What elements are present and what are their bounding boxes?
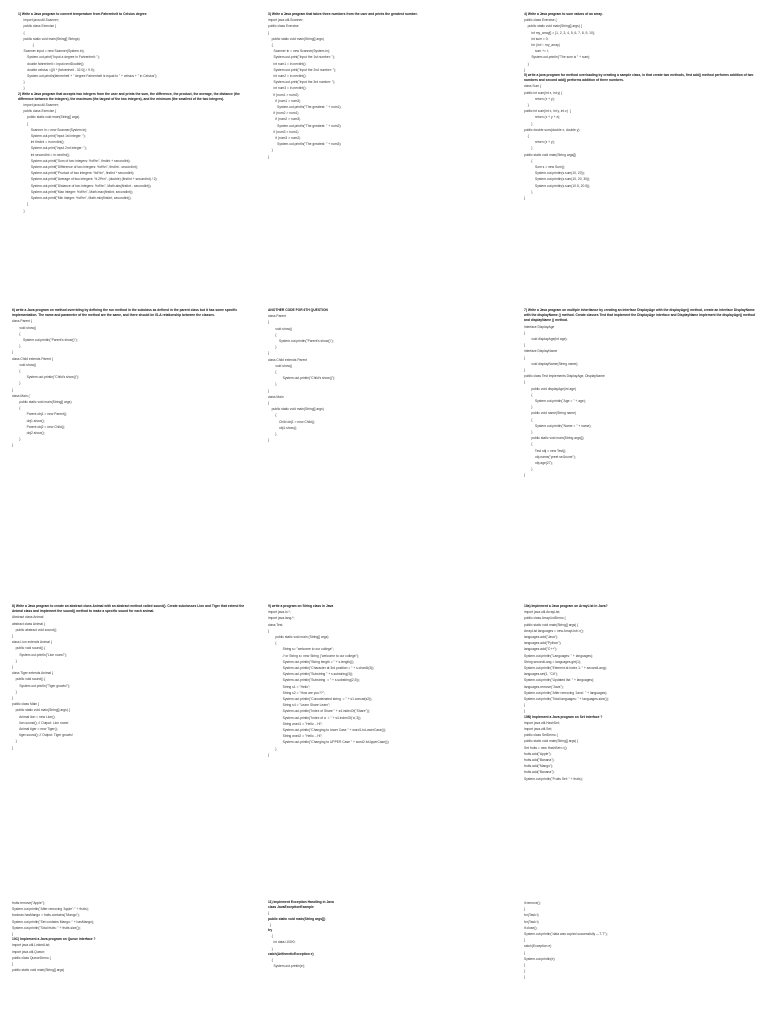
code-line: sum += i; [524,49,549,54]
code-line: System.out.println("Child's show()"); [12,375,80,380]
code-line: System.out.println(s.sum(10.5, 20.5)); [524,183,591,188]
code-line: { [524,417,533,422]
code-line: System.out.println("The greatest: " + num3); [268,142,342,147]
code-line: int num1 = in.nextInt(); [268,61,307,66]
question-heading: 10C) Implement a Java program on Queue interface ? [12,937,96,942]
code-line: System.out.println("Parent's show()"); [268,339,334,344]
code-line: public class Exercise [268,24,299,29]
code-line: } [524,473,526,478]
code-line: Test obj = new Test(); [524,448,567,453]
code-line: System.out.print("Input 2nd integer: "); [18,146,87,151]
code-line: System.out.println("Lion roars!"); [12,652,67,657]
code-line: { [268,911,270,916]
code-panel-9 [524,604,760,782]
code-line: { [12,962,14,967]
code-line: } [268,746,277,751]
code-line: } [12,344,21,349]
code-line: System.out.print("Input the 2nd number: "); [268,67,336,72]
code-line: public double sum(double x, double y) [524,127,580,132]
code-line: public class Main { [12,702,40,707]
code-line: String s1 = "Hello"; [268,684,311,689]
code-line: class Child extends Parent { [12,356,54,361]
code-line: System.out.println(e); [268,964,305,969]
code-line: System.out.println("Concatenated string = " + s1.concat(s2)); [268,697,373,702]
code-line: fruits.add("Mango"); [524,764,554,769]
code-line: System.out.printf("Difference of two integers: %d%n", firstInt - secondInt); [18,165,138,170]
code-line: } [12,689,17,694]
code-line: { [524,158,533,163]
code-line: String word2 = "Hello ...Hi"; [268,734,323,739]
code-line: } [18,86,25,91]
code-line: System.out.println("Element at index 1: " + secondLang); [524,666,607,671]
code-line: System.out.printf("Distance of two integers: %d%n", Math.abs(firstInt - secondInt)); [18,183,152,188]
code-line: Animal lion = new Lion(); [12,714,56,719]
code-line: public class Exercise { [18,109,57,114]
code-line: System.out.print("Input the 1st number: "); [268,55,335,60]
code-line: System.out.println("Parent's show()"); [12,338,78,343]
code-line: String s= "welcome to our college"; [268,647,334,652]
code-line: System.out.println("Tiger growls!"); [12,683,70,688]
code-line: catch(Exception e) [524,944,552,949]
code-line: System.out.println("data was copied successfully ---T-T"); [524,932,608,937]
code-panel-10 [12,900,248,973]
question-heading: catch(ArithmeticException e) [268,951,314,956]
code-line: languages.add("Java"); [524,635,559,640]
code-line: obj1.show(); [12,418,45,423]
code-line: public void name(String name) [524,411,577,416]
code-line: { [268,320,270,325]
code-line: public void sound() { [12,646,46,651]
code-line: System.out.println("Index of Share " + s4.indexOf("Share")); [268,709,370,714]
question-heading: 3) Write a Java program that takes three numbers from the user and prints the greatest number. [268,12,418,16]
code-line: public static void main(String[] args) { [12,708,70,713]
code-line: } [268,432,277,437]
code-line: public class Exercise { [18,24,57,29]
code-line: import java.util.Queue; [12,949,45,954]
code-line: if.close(); [524,925,538,930]
code-line: { [524,380,526,385]
code-panel-3 [524,12,760,201]
code-line: Child obj1 = new Child(); [268,419,316,424]
code-line: if (num2 > num3) [268,117,301,122]
code-line: return (x + y); [524,140,555,145]
code-line: public static void main(String[] args) [268,36,324,41]
code-line: public static void main(String[] args) [12,400,72,405]
code-line: System.out.print("Input the 3rd number: "); [268,80,336,85]
code-line: { [268,370,277,375]
code-line: class Child extends Parent [268,357,308,362]
code-line: void show() [12,362,37,367]
code-line: class Sum { [524,84,542,89]
code-line: String s4 = "Learn Share Learn"; [268,703,331,708]
code-line: System.out.println("Name = " + name); [524,423,592,428]
code-line: { [524,950,526,955]
code-line: } [268,351,270,356]
code-line: obj1.show(); [268,425,297,430]
code-line: return (x + y); [524,96,555,101]
code-line: String word1 = "Hello ...Hi"; [268,721,323,726]
code-line: Scanner in = new Scanner(System.in); [268,49,330,54]
code-line: } [12,350,14,355]
code-line: double fahrenheit = input.nextDouble(); [18,61,85,66]
code-line: } [524,405,533,410]
code-line: System.out.println("Languages: " + languages); [524,653,593,658]
code-line: { [268,922,271,927]
code-line: public static void main(String[] args) { [524,622,579,627]
question-heading: class JavaExceptionExample [268,905,314,910]
code-line: String s2 = "How are you??"; [268,690,325,695]
code-line: int data=100/0; [268,940,296,945]
code-line: } [524,430,533,435]
code-line: import java.util.Scanner; [268,18,304,23]
code-line: } [12,634,14,639]
code-line: System.out.println(s.sum(10, 20)); [524,171,585,176]
code-line: public static void main(String[] args) [12,968,65,973]
question-heading: 1) Write a Java program to convert temperature from Fahrenheit to Celsius degree [18,12,147,16]
code-line: } [524,963,526,968]
code-line: } [268,382,277,387]
code-line: System.out.println("Substring " + s.substring(3)); [268,672,354,677]
code-line: Scanner input = new Scanner(System.in); [18,49,85,54]
code-line: import java.util.Scanner; [18,18,59,23]
code-panel-4 [12,308,248,449]
code-line: { [524,134,529,139]
code-line: } [524,703,526,708]
code-line: interface DisplayAge [524,324,555,329]
code-line: System.out.println("Substring = " + s.substring(2,5)); [268,678,360,683]
question-heading: 11) Implement Exception Handling in Java [268,900,334,904]
code-line: { [524,330,526,335]
code-line: { [268,30,270,35]
code-line: obj.age(27); [524,461,553,466]
code-line: void show() [268,363,293,368]
code-line: int firstInt = in.nextInt(); [18,140,65,145]
code-line: for (int i : my_array) [524,43,560,48]
code-line: public void sound() { [12,677,46,682]
code-line: System.out.println("Updated list: " + languages); [524,678,595,683]
code-line: { [268,401,270,406]
code-line: System.out.println("Character at 3rd position = " + s.charAt(3)); [268,666,375,671]
code-line: System.out.println("Index of a = " + s4.indexOf('a',3)); [268,715,362,720]
code-line: { [268,641,277,646]
code-line: { [524,442,533,447]
code-line: int secondInt = in.nextInt(); [18,152,70,157]
code-line: } [524,67,526,72]
code-line: System.out.println("String length = " + s.length()); [268,659,355,664]
code-line: fruits.add("Banana"); [524,770,555,775]
code-line: System.out.println("Total languages: " + languages.size()); [524,697,609,702]
code-line: class Main [268,394,284,399]
question-heading: 4) Write a Java program to sum values of an array. [524,12,603,16]
code-line: System.out.println(e); [524,956,556,961]
code-line: } [12,745,14,750]
code-line: } [18,80,25,85]
code-line: int sum = 0; [524,36,549,41]
code-line: } [12,381,21,386]
code-line: System.out.println("After removing 'Java': " + languages); [524,690,608,695]
question-heading: 10B) Implement a Java program on Set interface ? [524,714,603,719]
question-heading: 10a) Implement a Java program on ArrayList in Java? [524,604,608,608]
code-line: { [268,43,273,48]
code-line: import java.util.Scanner; [18,103,59,108]
code-panel-1 [18,12,254,214]
code-line: System.out.println("After removing 'Apple': " + fruits); [12,907,89,912]
code-line: class Main { [12,393,30,398]
question-heading: public static void main(String args[]) [268,916,326,921]
code-panel-7 [12,604,248,751]
code-line: fruits.add("Banana"); [524,758,555,763]
code-line: import java.util.HashSet; [524,720,560,725]
code-line: Parent obj2 = new Child(); [12,424,65,429]
code-line: abstract class Animal { [12,621,45,626]
question-heading: try [268,928,273,933]
code-line: int num3 = in.nextInt(); [268,86,307,91]
code-line: public static void main(String args[]) [524,436,584,441]
code-line: } [524,121,533,126]
code-line: } [524,467,533,472]
code-line: System.out.println("Set contains Mango: " + hasMango); [12,919,94,924]
code-panel-12 [524,900,760,981]
code-line: { [18,30,25,35]
code-line: int my_array[] = {1, 2, 3, 4, 5, 6, 7, 8, 9, 10}; [524,30,595,35]
code-line: System.out.println("Child's show()"); [268,376,336,381]
code-line: double celsius =((5 * (fahrenheit - 32.0)) / 9.0); [18,67,95,72]
question-heading: 2) Write a Java program that accepts two integers from the user and prints the sum, the difference, the product, the average, the distance (the difference between the integers), the maximum (the largest of the two integers), and the minimum (the smallest of the two integers). [18,91,240,101]
code-line: System.out.println(fahrenheit + " degree Fahrenheit is equal to " + celsius + " in Celsius"); [18,74,158,79]
code-line: public class QueueDemo { [12,955,51,960]
code-line: public class SetDemo { [524,733,558,738]
code-line: { [524,392,533,397]
code-line: Sum s = new Sum(); [524,165,565,170]
code-line: if (num1 > num2) [268,92,299,97]
code-line: System.out.printf("Max integer: %d%n", Math.max(firstInt, secondInt)); [18,189,134,194]
code-line: { [12,369,21,374]
code-line: } [524,146,533,151]
code-line: } [524,709,526,714]
code-line: } [524,61,529,66]
code-line: } [524,196,526,201]
code-line: System.out.printf("Average of two integers: %.2f%n", (double) (firstInt + secondInt) / 2); [18,177,158,182]
question-heading: 5) write a java program for method overloading by creating a sample class, in that create two methods, first add() method performs addition of two numbers and second add() performs addition of three numbers. [524,73,754,83]
code-line: public static void main(String[] args) { [524,739,579,744]
code-line: System.out.println("The sum is " + sum); [524,55,591,60]
code-line: languages.remove("Java"); [524,684,564,689]
code-line: } [12,932,14,937]
question-heading: 9) write a program on String class in Java [268,604,334,608]
code-line: languages.add("Python"); [524,641,562,646]
code-line: void show() [268,326,293,331]
code-line: public static void main (String[] args) [268,635,329,640]
code-line: } [18,208,25,213]
code-line: } [524,368,526,373]
code-line: System.out.println("Changing to lower Case " + word1.toLowerCase()); [268,728,386,733]
code-line: } [524,969,526,974]
code-line: { [18,121,29,126]
code-line: } [18,202,29,207]
code-line: public abstract void sound(); [12,627,57,632]
code-line: System.out.println("Age = " + age); [524,399,586,404]
code-line: return (x + y + z); [524,115,561,120]
code-line: public int sum(int x, int y, int z) { [524,109,571,114]
code-line: public static void main(String[] args) [268,407,324,412]
code-line: } [524,343,526,348]
code-line: class Tiger extends Animal { [12,671,54,676]
code-line: } [12,739,17,744]
code-line: } [268,438,270,443]
code-line: } [268,345,277,350]
code-line: void displayAge(int age); [524,337,568,342]
question-heading: ANOTHER CODE FOR 6TH QUESTION [268,308,328,312]
code-line: } [268,154,270,159]
code-panel-8 [268,604,504,758]
question-heading: 6) write a Java program on method overriding by defining the run method in the subclass as defined in the parent class but it has some specific implementation. The name and parameter of the method are the same, and there should be IS-A relationship between the classes. [12,308,238,318]
code-line: Scanner in = new Scanner(System.in); [18,127,88,132]
code-line: public class Exercise { [524,18,557,23]
code-line: languages.set(1, "C#"); [524,672,558,677]
code-line: int num2 = in.nextInt(); [268,74,307,79]
code-line: } [12,387,14,392]
code-line: class Parent { [12,319,33,324]
code-line: Set fruits = new HashSet<>(); [524,745,568,750]
code-line: } [524,103,529,108]
code-line: Animal tiger = new Tiger(); [12,727,58,732]
code-line: if (num2 > num1) [268,111,299,116]
code-line: fruits.remove("Apple"); [12,901,45,905]
code-panel-11 [268,900,504,969]
code-line: System.out.println("Changing to UPPER Case " + word2.toUpperCase()); [268,740,390,745]
code-panel-5 [268,308,504,443]
code-line: { [268,934,273,939]
code-line: System.out.println("Total fruits: " + fruits.size()); [12,925,81,930]
code-line: public static void main(String args[]) [524,152,577,157]
code-line: obj.name("preet sel1sone"); [524,454,576,459]
code-line: } [524,938,526,943]
code-line: interface DisplayName [524,349,558,354]
code-line: class Lion extends Animal { [12,640,52,645]
code-line: if (num3 > num2) [268,136,301,141]
code-line: { [268,413,277,418]
code-line: } [524,189,533,194]
code-line: obj2.show(); [12,431,45,436]
code-line: } [268,752,270,757]
code-line: String secondLang = languages.get(1); [524,659,581,664]
code-line: import java.lang.*; [268,616,295,621]
code-line: System.out.println("Fruits Set: " + fruits); [524,776,583,781]
code-line: } [268,946,273,951]
code-line: { [268,628,270,633]
code-line: if.remove(); [524,901,541,905]
code-line: class Parent [268,314,287,319]
code-line: { [12,331,21,336]
code-line: tiger.sound(); // Output: Tiger growls! [12,733,73,738]
code-line: import java.io.*; [268,610,291,615]
code-line: } [524,907,526,912]
code-line: void displayName(String name); [524,361,579,366]
code-line: } [524,975,526,980]
code-line: public static void main(String[] args) [18,115,80,120]
code-line: { [12,406,21,411]
code-line: System.out.println(s.sum(10, 20, 30)); [524,177,591,182]
code-line: { [268,332,277,337]
code-line: System.out.print("Input a degree in Fahrenheit: "); [18,55,100,60]
code-line: for(Task t) [524,913,539,918]
code-line: System.out.printf("Product of two integers: %d%n", firstInt * secondInt); [18,171,135,176]
code-line: void show() [12,325,37,330]
code-line: public void displayAge(int age) [524,386,577,391]
code-line: public int sum(int x, int y) { [524,90,563,95]
code-line: public class ArrayListDemo { [524,616,566,621]
code-line: } [12,437,21,442]
code-line: } [12,658,17,663]
code-line: public static void main(String[] Strings) [18,36,80,41]
code-line: } [12,443,14,448]
code-line: System.out.print("Input 1st integer: "); [18,134,86,139]
question-heading: 7) Write a Java program on multiple inheritance by creating an interface DisplayAge with the displayAge() method, create an interface DisplayName with the displayName () method. Create classes Test that implement the DisplayAge interface and DisplayName Implement the displayAge() method and displayName () method. [524,308,755,323]
code-panel-6 [524,308,760,479]
code-line: fruits.add("Apple"); [524,751,552,756]
code-line: Parent obj1 = new Parent(); [12,412,68,417]
code-line: if (num3 > num1) [268,129,299,134]
code-line: for(Task t) [524,919,539,924]
code-panel-2 [268,12,504,160]
code-line: System.out.printf("Sum of two integers: %d%n", firstInt + secondInt); [18,158,131,163]
code-line: System.out.println("The greatest: " + num2); [268,123,342,128]
code-line: { [524,355,526,360]
code-line: class Test [268,622,283,627]
code-line: if (num1 > num3) [268,98,301,103]
code-line: import java.util.LinkedList; [12,943,50,948]
code-line: { [268,958,273,963]
code-line: // or String s= new String ("welcome to our college"); [268,653,359,658]
code-line: } [12,696,14,701]
code-line: Abstract class Animal [12,615,44,620]
code-line: } [12,665,14,670]
code-line: public class Test implements DisplayAge, DisplayName [524,374,605,379]
code-line: } [268,388,270,393]
question-heading: 8) Write a Java program to create an abstract class Animal with an abstract method called sound(). Create subclasses Lion and Tiger that extend the Animal class and implement the sound() method to make a specific sound for each animal. [12,604,245,614]
code-line: } [268,148,273,153]
code-line: languages.add("C++"); [524,647,558,652]
code-line: System.out.println("The greatest: " + num1); [268,105,342,110]
code-line: { [18,43,34,48]
code-line: System.out.printf("Min integer: %d%n", Math.min(firstInt, secondInt)); [18,196,132,201]
code-line: lion.sound(); // Output: Lion roars! [12,720,69,725]
code-line: boolean hasMango = fruits.contains("Mango"); [12,913,80,918]
code-line: import java.util.ArrayList; [524,610,561,615]
code-line: import java.util.Set; [524,727,553,732]
code-line: ArrayList languages = new ArrayList<>(); [524,628,584,633]
code-line: public static void main(String[] args) { [524,24,582,29]
